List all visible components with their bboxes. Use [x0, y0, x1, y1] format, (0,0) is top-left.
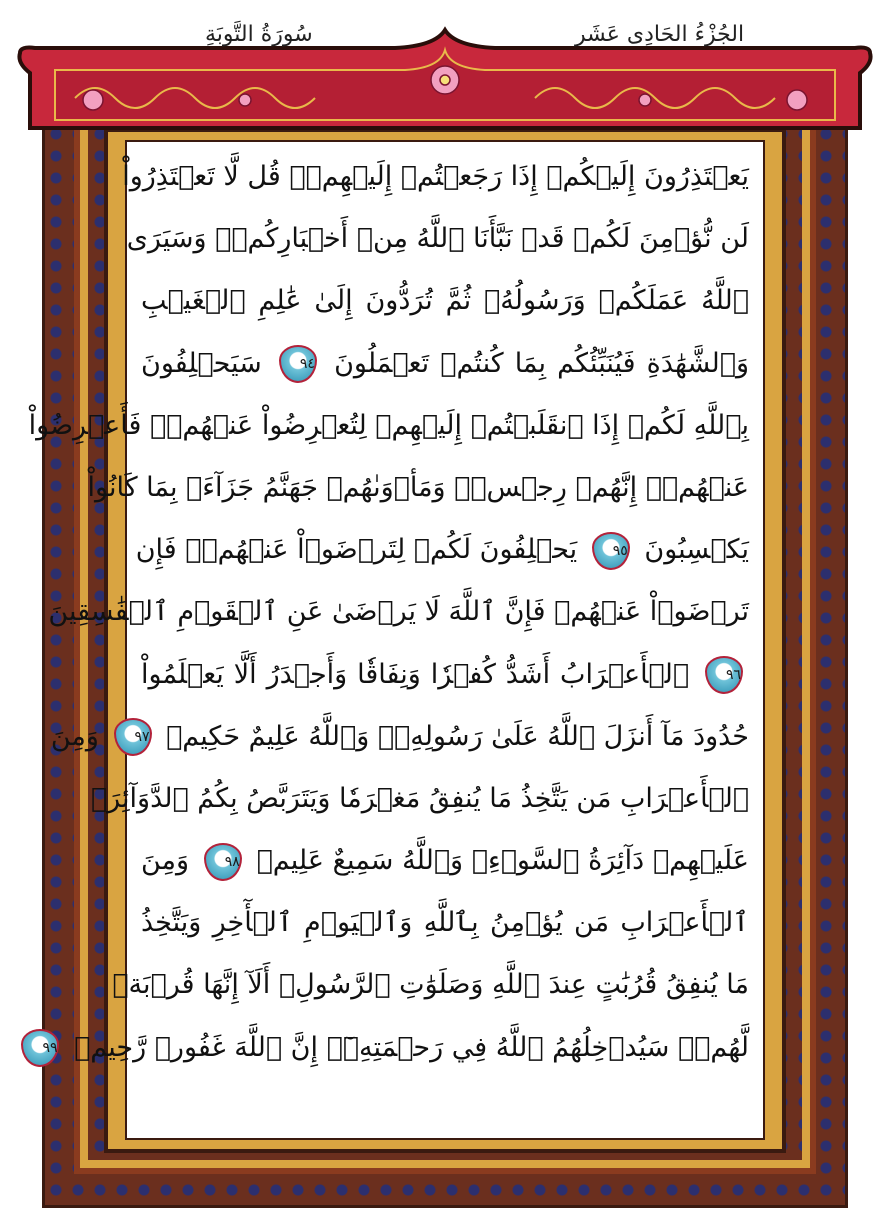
ayah-text: سَيَحۡلِفُونَ: [141, 347, 262, 379]
ayah-text: بِٱللَّهِ لَكُمۡ إِذَا ٱنقَلَبۡتُمۡ إِلَيۡهِمۡ لِتُعۡرِضُواْ عَنۡهُمۡۖ فَأَعۡرِضُواْ: [28, 409, 749, 441]
ayah-text: ٱلۡأَعۡرَابِ مَن يُؤۡمِنُ بِٱللَّهِ وَٱلۡيَوۡمِ ٱلۡأٓخِرِ وَيَتَّخِذُ: [141, 907, 749, 939]
juz-label: الجُزْءُ الحَادِى عَشَر: [575, 22, 745, 47]
ayah-text: ٱلۡأَعۡرَابُ أَشَدُّ كُفۡرٗا وَنِفَاقٗا وَأَجۡدَرُ أَلَّا يَعۡلَمُواْ: [141, 658, 690, 690]
header-banner: [15, 28, 875, 138]
ayah-line: [50, 706, 749, 768]
ayah-line: [141, 892, 749, 954]
ayah-text: وَمِنَ: [50, 720, 99, 752]
ayah-text: ٱلۡأَعۡرَابِ مَن يَتَّخِذُ مَا يُنفِقُ مَغۡرَمٗا وَيَتَرَبَّصُ بِكُمُ ٱلدَّوَآئِرَۚ: [90, 782, 749, 814]
quran-text-panel: [28, 140, 765, 1140]
ayah-text: وَمِنَ: [141, 845, 190, 877]
ayah-number-marker: ٩٨: [204, 843, 242, 881]
ayah-line: [90, 768, 749, 830]
ayah-line: [122, 146, 749, 208]
ayah-line: [141, 333, 749, 395]
ayah-line: [42, 1017, 749, 1079]
ayah-number-marker: ٩٤: [279, 345, 317, 383]
ayah-line: [135, 519, 749, 581]
ayah-text: حُدُودَ مَآ أَنزَلَ ٱللَّهُ عَلَىٰ رَسُولِهِۦۗ وَٱللَّهُ عَلِيمٌ حَكِيمٞ: [166, 720, 749, 752]
ayah-text: لَن نُّؤۡمِنَ لَكُمۡ قَدۡ نَبَّأَنَا ٱللَّهُ مِنۡ أَخۡبَارِكُمۡۚ وَسَيَرَى: [126, 223, 749, 255]
ayah-line: [87, 457, 749, 519]
ayah-line: [28, 395, 749, 457]
ayah-line: [141, 270, 749, 332]
ayah-line: [126, 208, 749, 270]
surah-label: سُورَةُ التَّوبَةِ: [205, 22, 313, 47]
ayah-text: يَحۡلِفُونَ لَكُمۡ لِتَرۡضَوۡاْ عَنۡهُمۡۖ فَإِن: [135, 534, 578, 566]
ayah-line: [48, 581, 749, 643]
ayah-line: [141, 644, 749, 706]
ayah-text: تَرۡضَوۡاْ عَنۡهُمۡ فَإِنَّ ٱللَّهَ لَا يَرۡضَىٰ عَنِ ٱلۡقَوۡمِ ٱلۡفَٰسِقِينَ: [48, 596, 749, 628]
ayah-text: وَٱلشَّهَٰدَةِ فَيُنَبِّئُكُم بِمَا كُنتُمۡ تَعۡمَلُونَ: [334, 347, 750, 379]
ayah-text: مَا يُنفِقُ قُرُبَٰتٍ عِندَ ٱللَّهِ وَصَلَوَٰتِ ٱلرَّسُولِۚ أَلَآ إِنَّهَا قُرۡبَةٞ: [112, 969, 749, 1001]
ayah-number-marker: ٩٩: [21, 1029, 59, 1067]
ayah-text: ٱللَّهُ عَمَلَكُمۡ وَرَسُولُهُۥ ثُمَّ تُرَدُّونَ إِلَىٰ عَٰلِمِ ٱلۡغَيۡبِ: [141, 285, 749, 317]
ayah-number-marker: ٩٥: [592, 532, 630, 570]
ayah-text: يَعۡتَذِرُونَ إِلَيۡكُمۡ إِذَا رَجَعۡتُمۡ إِلَيۡهِمۡۚ قُل لَّا تَعۡتَذِرُواْ: [122, 161, 749, 192]
ayah-number-marker: ٩٦: [705, 656, 743, 694]
ayah-text: عَلَيۡهِمۡ دَآئِرَةُ ٱلسَّوۡءِۗ وَٱللَّهُ سَمِيعٌ عَلِيمٞ: [256, 845, 749, 877]
ayah-text: عَنۡهُمۡۖ إِنَّهُمۡ رِجۡسٞۖ وَمَأۡوَىٰهُمۡ جَهَنَّمُ جَزَآءَۢ بِمَا كَانُواْ: [87, 471, 749, 503]
ayah-line: [112, 954, 749, 1016]
ayah-text: يَكۡسِبُونَ: [644, 534, 749, 566]
ayah-line: [141, 830, 749, 892]
ayah-number-marker: ٩٧: [114, 718, 152, 756]
ayah-text: لَّهُمۡۚ سَيُدۡخِلُهُمُ ٱللَّهُ فِي رَحۡمَتِهِۦٓۚ إِنَّ ٱللَّهَ غَفُورٞ رَّحِيمٞ: [74, 1031, 749, 1063]
